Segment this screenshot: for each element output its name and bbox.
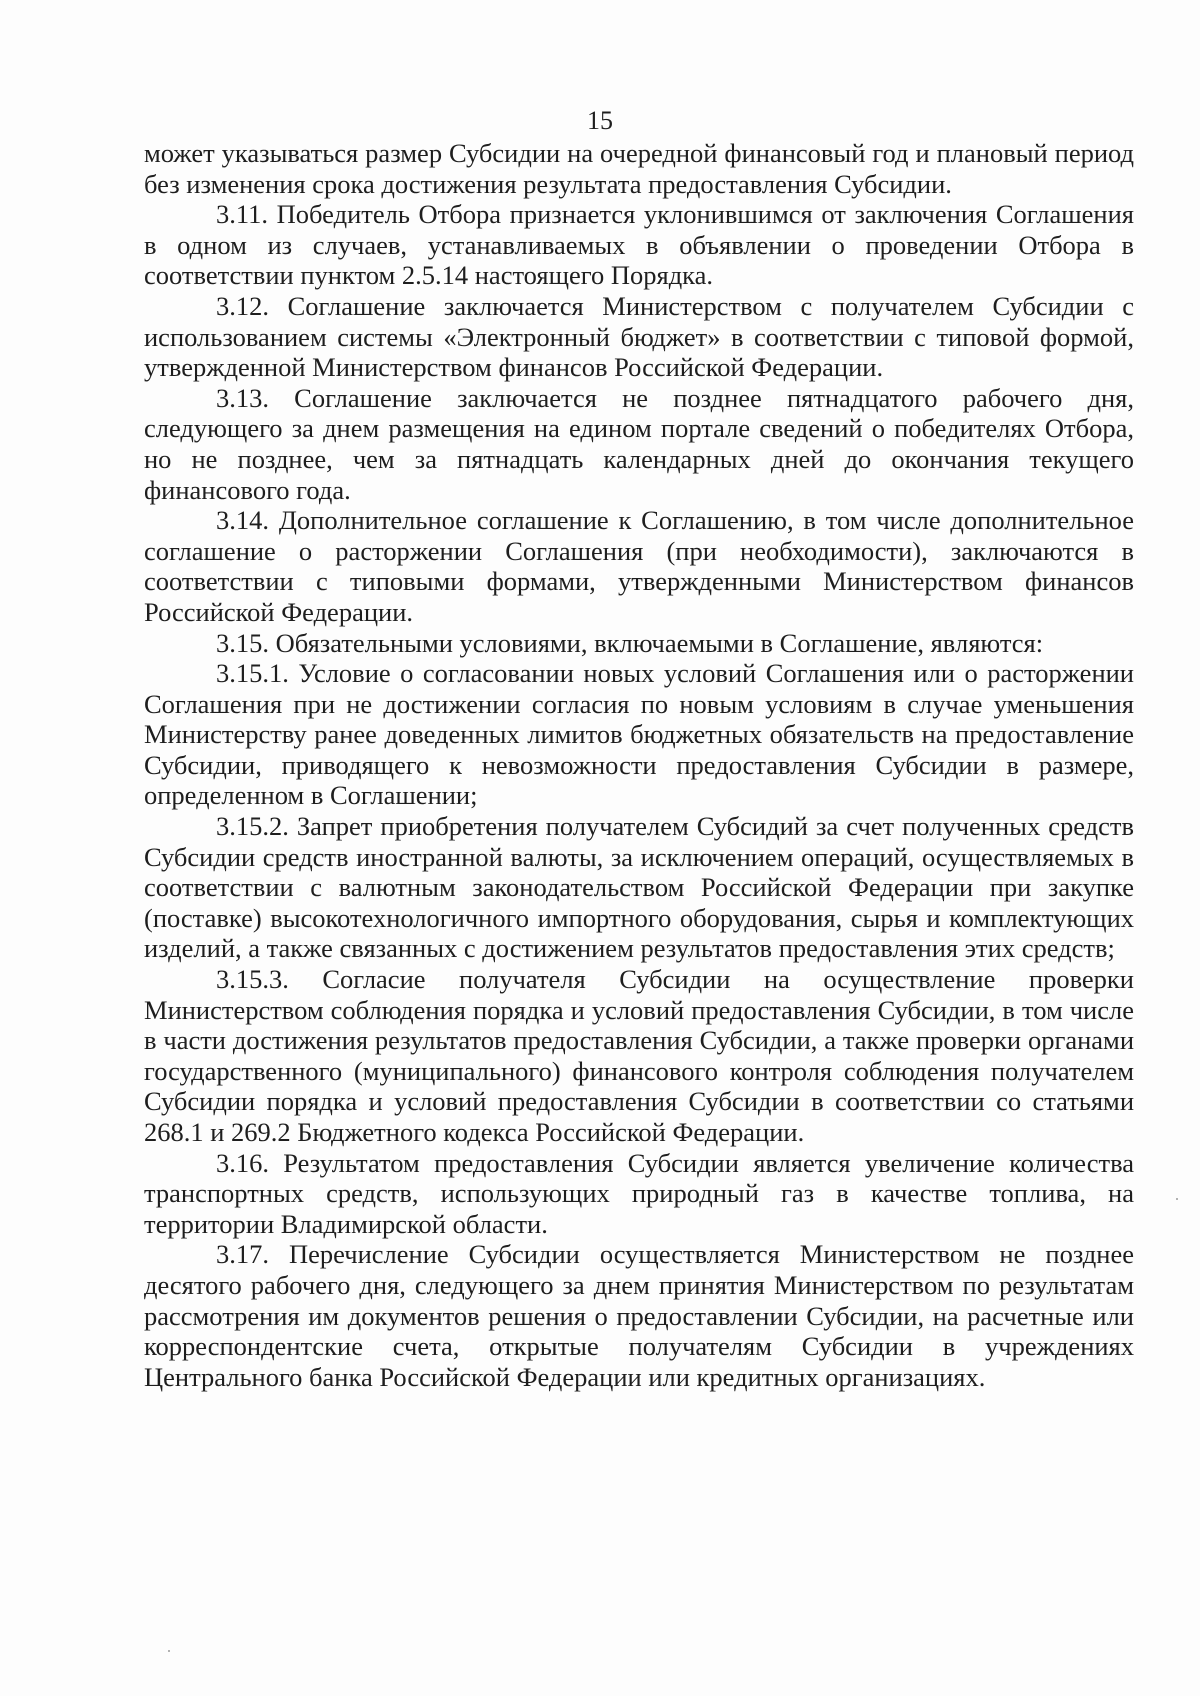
paragraph-3-14: 3.14. Дополнительное соглашение к Соглашению, в том числе дополнительное соглашение о расторжении Соглашения (при необходимости), заключаются в соответствии с типовыми формами, утвержденными Министерством финансов Российской Федерации. [144,505,1134,627]
paragraph-3-13: 3.13. Соглашение заключается не позднее пятнадцатого рабочего дня, следующего за днем размещения на едином портале сведений о победителях Отбора, но не позднее, чем за пятнадцать календарных дней до окончания текущего финансового года. [144,382,1134,505]
document-body [144,138,1134,1392]
paragraph-3-15-2: 3.15.2. Запрет приобретения получателем Субсидий за счет полученных средств Субсидии средств иностранной валюты, за исключением операций, осуществляемых в соответствии с валютным законодательством Российской Федерации при закупке (поставке) высокотехнологичного импортного оборудования, сырья и комплектующих изделий, а также связанных с достижением результатов предоставления этих средств; [144,811,1134,964]
paragraph-3-16: 3.16. Результатом предоставления Субсидии является увеличение количества транспортных средств, использующих природный газ в качестве топлива, на территории Владимирской области. [144,1147,1134,1239]
paragraph-3-15-3: 3.15.3. Согласие получателя Субсидии на осуществление проверки Министерством соблюдения порядка и условий предоставления Субсидии, в том числе в части достижения результатов предоставления Субсидии, а также проверки органами государственного (муниципального) финансового контроля соблюдения получателем Субсидии порядка и условий предоставления Субсидии в соответствии со статьями 268.1 и 269.2 Бюджетного кодекса Российской Федерации. [144,964,1134,1147]
paragraph-3-15-1: 3.15.1. Условие о согласовании новых условий Соглашения или о расторжении Соглашения при не достижении согласия по новым условиям в случае уменьшения Министерству ранее доведенных лимитов бюджетных обязательств на предоставление Субсидии, приводящего к невозможности предоставления Субсидии в размере, определенном в Соглашении; [144,658,1134,811]
scan-speck [168,1650,170,1652]
paragraph-continuation: может указываться размер Субсидии на очередной финансовый год и плановый период без изменения срока достижения результата предоставления Субсидии. [144,138,1134,199]
paragraph-3-15: 3.15. Обязательными условиями, включаемыми в Соглашение, являются: [216,627,1044,658]
paragraph-3-17: 3.17. Перечисление Субсидии осуществляется Министерством не позднее десятого рабочего дня, следующего за днем принятия Министерством по результатам рассмотрения им документов решения о предоставлении Субсидии, на расчетные или корреспондентские счета, открытые получателям Субсидии в учреждениях Центрального банка Российской Федерации или кредитных организациях. [144,1239,1134,1392]
page-number: 15 [587,106,613,135]
scan-speck [1176,1198,1178,1200]
paragraph-3-12: 3.12. Соглашение заключается Министерством с получателем Субсидии с использованием системы «Электронный бюджет» в соответствии с типовой формой, утвержденной Министерством финансов Российской Федерации. [144,290,1134,383]
paragraph-3-11: 3.11. Победитель Отбора признается уклонившимся от заключения Соглашения в одном из случаев, устанавливаемых в объявлении о проведении Отбора в соответствии пунктом 2.5.14 настоящего Порядка. [144,199,1134,291]
